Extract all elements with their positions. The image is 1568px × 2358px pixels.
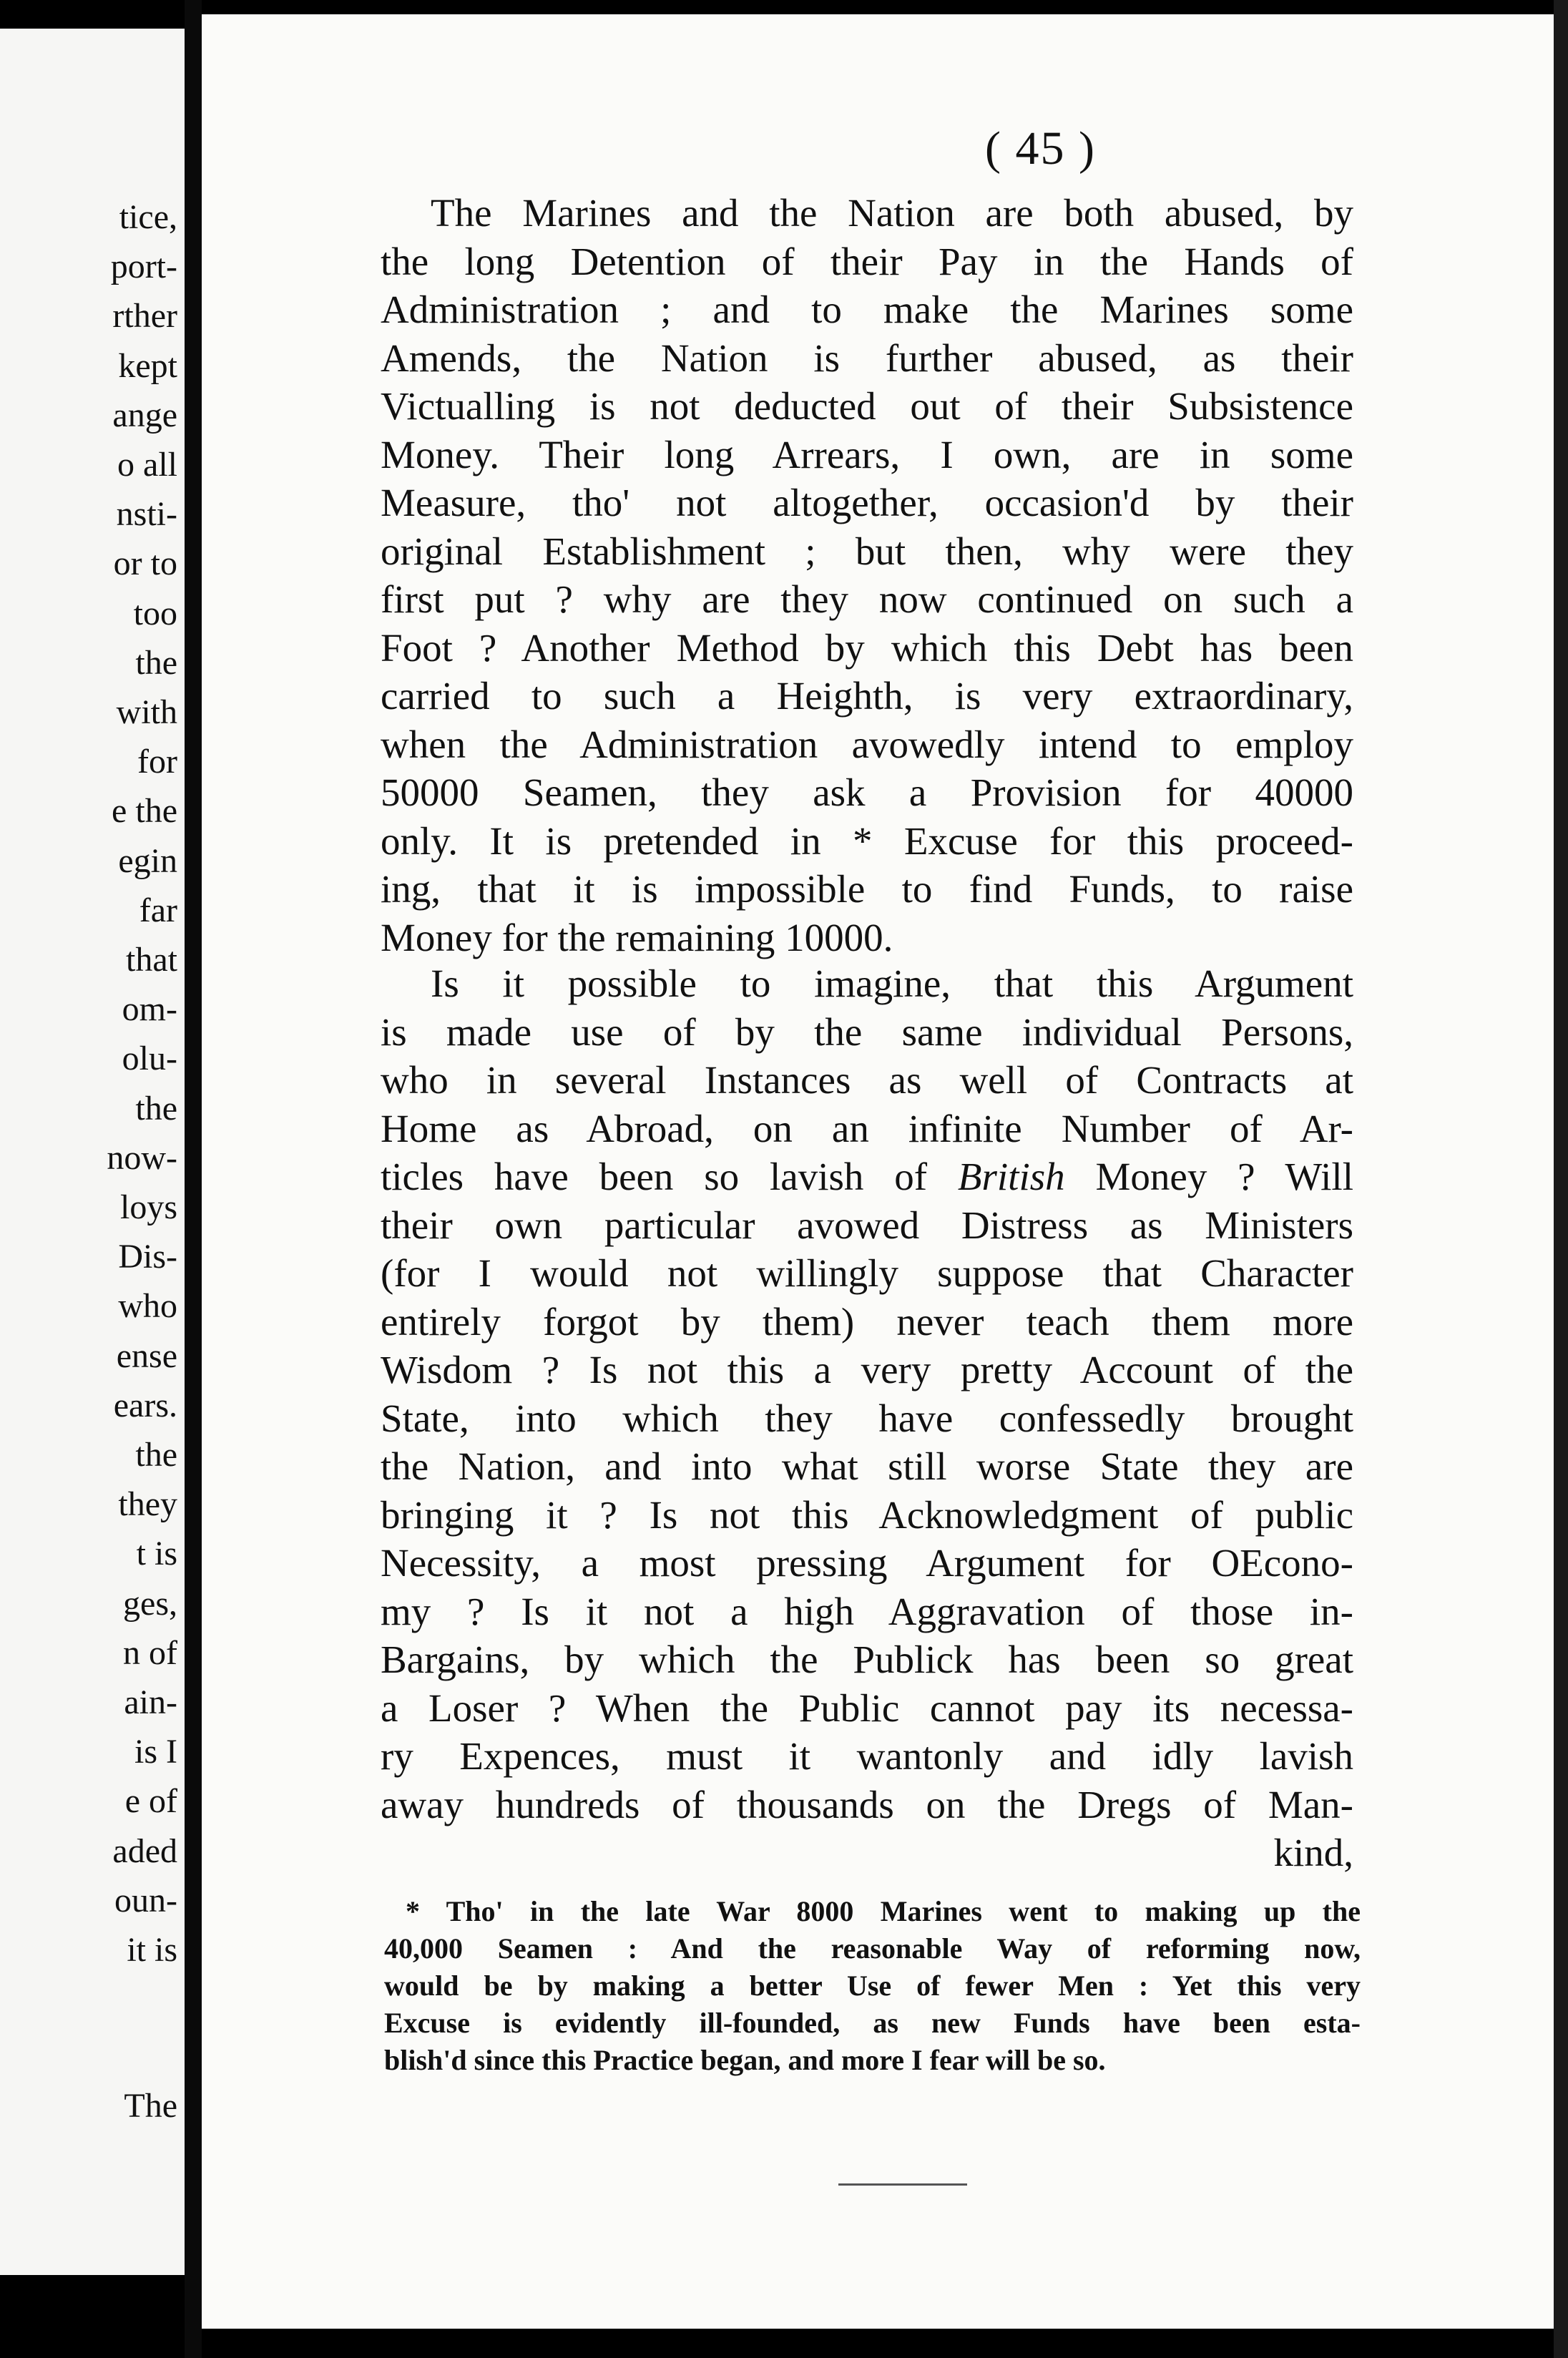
facing-page-line: for	[137, 743, 177, 781]
bottom-ornament	[838, 2183, 967, 2186]
text-line: Victualling is not deducted out of their Subsistence	[381, 384, 1353, 428]
italic-word: British	[957, 1155, 1065, 1198]
text-line: Wisdom ? Is not this a very pretty Account of the	[381, 1348, 1353, 1391]
facing-page-line: far	[139, 891, 177, 929]
facing-page-line: oun-	[114, 1881, 177, 1919]
facing-page-line: The	[124, 2087, 177, 2125]
text-line: (for I would not willingly suppose that Character	[381, 1251, 1353, 1295]
facing-page-line: kept	[118, 346, 177, 385]
facing-page-line: too	[133, 594, 177, 632]
text-line: ing, that it is impossible to find Funds, to raise	[381, 867, 1353, 911]
facing-page-line: who	[118, 1287, 177, 1326]
facing-page-line: t is	[136, 1535, 177, 1573]
facing-page-line: now-	[107, 1138, 177, 1177]
text-line: Amends, the Nation is further abused, as their	[381, 336, 1353, 380]
facing-page-line: ange	[112, 396, 177, 434]
facing-page-line: n of	[123, 1633, 177, 1672]
facing-page-line: e of	[124, 1782, 177, 1821]
text-line: carried to such a Heighth, is very extraordinary,	[381, 674, 1353, 718]
facing-page-fragment	[0, 29, 185, 2275]
text-line: Is it possible to imagine, that this Argument	[431, 962, 1353, 1005]
text-line: their own particular avowed Distress as Ministers	[381, 1203, 1353, 1247]
text-line: ticles have been so lavish of British Money ? Will	[381, 1155, 1353, 1198]
text-line: Foot ? Another Method by which this Debt has been	[381, 625, 1353, 670]
facing-page-line: aded	[112, 1831, 177, 1870]
text-line: only. It is pretended in * Excuse for this proceed-	[381, 818, 1353, 863]
text-line: the long Detention of their Pay in the Hands of	[381, 239, 1353, 283]
facing-page-line: it is	[127, 1931, 177, 1969]
text-line: bringing it ? Is not this Acknowledgment of public	[381, 1492, 1353, 1537]
facing-page-line: the	[135, 643, 177, 682]
text-line: Money. Their long Arrears, I own, are in some	[381, 432, 1353, 476]
text-line: the Nation, and into what still worse State they are	[381, 1444, 1353, 1488]
text-line: Money for the remaining 10000.	[381, 915, 893, 959]
facing-page-line: they	[118, 1485, 177, 1524]
text-line: Necessity, a most pressing Argument for OEcono-	[381, 1541, 1353, 1585]
page-edge	[1554, 0, 1568, 2358]
facing-page-line: the	[135, 1089, 177, 1127]
text-line: State, into which they have confessedly brought	[381, 1396, 1353, 1440]
text-line: original Establishment ; but then, why were they	[381, 529, 1353, 573]
facing-page-line: tice,	[119, 198, 177, 236]
text-line: a Loser ? When the Public cannot pay its necessa-	[381, 1686, 1353, 1730]
facing-page-line: loys	[119, 1188, 177, 1226]
text-line: who in several Instances as well of Contracts at	[381, 1058, 1353, 1102]
text-line: Bargains, by which the Publick has been so great	[381, 1638, 1353, 1681]
facing-page-line: om-	[122, 990, 177, 1029]
facing-page-line: o all	[117, 446, 177, 484]
facing-page-line: is I	[134, 1733, 177, 1771]
facing-page-line: rther	[112, 297, 177, 336]
facing-page-line: with	[116, 693, 177, 731]
facing-page-line: ense	[116, 1336, 177, 1375]
facing-page-line: Dis-	[118, 1238, 177, 1276]
facing-page-line: olu-	[122, 1039, 177, 1078]
text-line: when the Administration avowedly intend to employ	[381, 722, 1353, 766]
facing-page-line: egin	[118, 841, 177, 880]
text-line: Home as Abroad, on an infinite Number of Ar-	[381, 1106, 1353, 1150]
book-gutter	[185, 0, 202, 2358]
text-line: Administration ; and to make the Marines some	[381, 288, 1353, 331]
book-page	[202, 14, 1554, 2329]
text-line: away hundreds of thousands on the Dregs of Man-	[381, 1782, 1353, 1826]
footnote-line: blish'd since this Practice began, and more I fear will be so.	[384, 2044, 1106, 2076]
footnote-line: 40,000 Seamen : And the reasonable Way of reforming now,	[384, 1932, 1361, 1965]
text-line: Measure, tho' not altogether, occasion'd by their	[381, 481, 1353, 524]
facing-page-line: port-	[110, 248, 177, 286]
footnote-line: Excuse is evidently ill-founded, as new Funds have been esta-	[384, 2007, 1361, 2039]
text-line: is made use of by the same individual Persons,	[381, 1009, 1353, 1054]
facing-page-line: ges,	[123, 1584, 177, 1623]
text-line: first put ? why are they now continued on such a	[381, 577, 1353, 621]
text-line: 50000 Seamen, they ask a Provision for 40000	[381, 770, 1353, 814]
text-line: entirely forgot by them) never teach them more	[381, 1299, 1353, 1344]
text-line: my ? Is it not a high Aggravation of those in-	[381, 1589, 1353, 1633]
footnote-line: * Tho' in the late War 8000 Marines went to making up the	[406, 1895, 1361, 1927]
facing-page-line: nsti-	[116, 495, 177, 534]
page-number: ( 45 )	[985, 122, 1096, 175]
text-line: The Marines and the Nation are both abused, by	[431, 191, 1353, 235]
facing-page-line: ears.	[113, 1386, 177, 1424]
facing-page-line: e the	[112, 792, 177, 831]
facing-page-line: that	[126, 941, 177, 979]
facing-page-line: ain-	[124, 1683, 177, 1721]
text-line: ry Expences, must it wantonly and idly lavish	[381, 1734, 1353, 1778]
facing-page-line: the	[135, 1436, 177, 1474]
facing-page-line: or to	[113, 544, 177, 583]
footnote-line: would be by making a better Use of fewer Men : Yet this very	[384, 1970, 1361, 2002]
text-line: kind,	[1273, 1831, 1353, 1874]
